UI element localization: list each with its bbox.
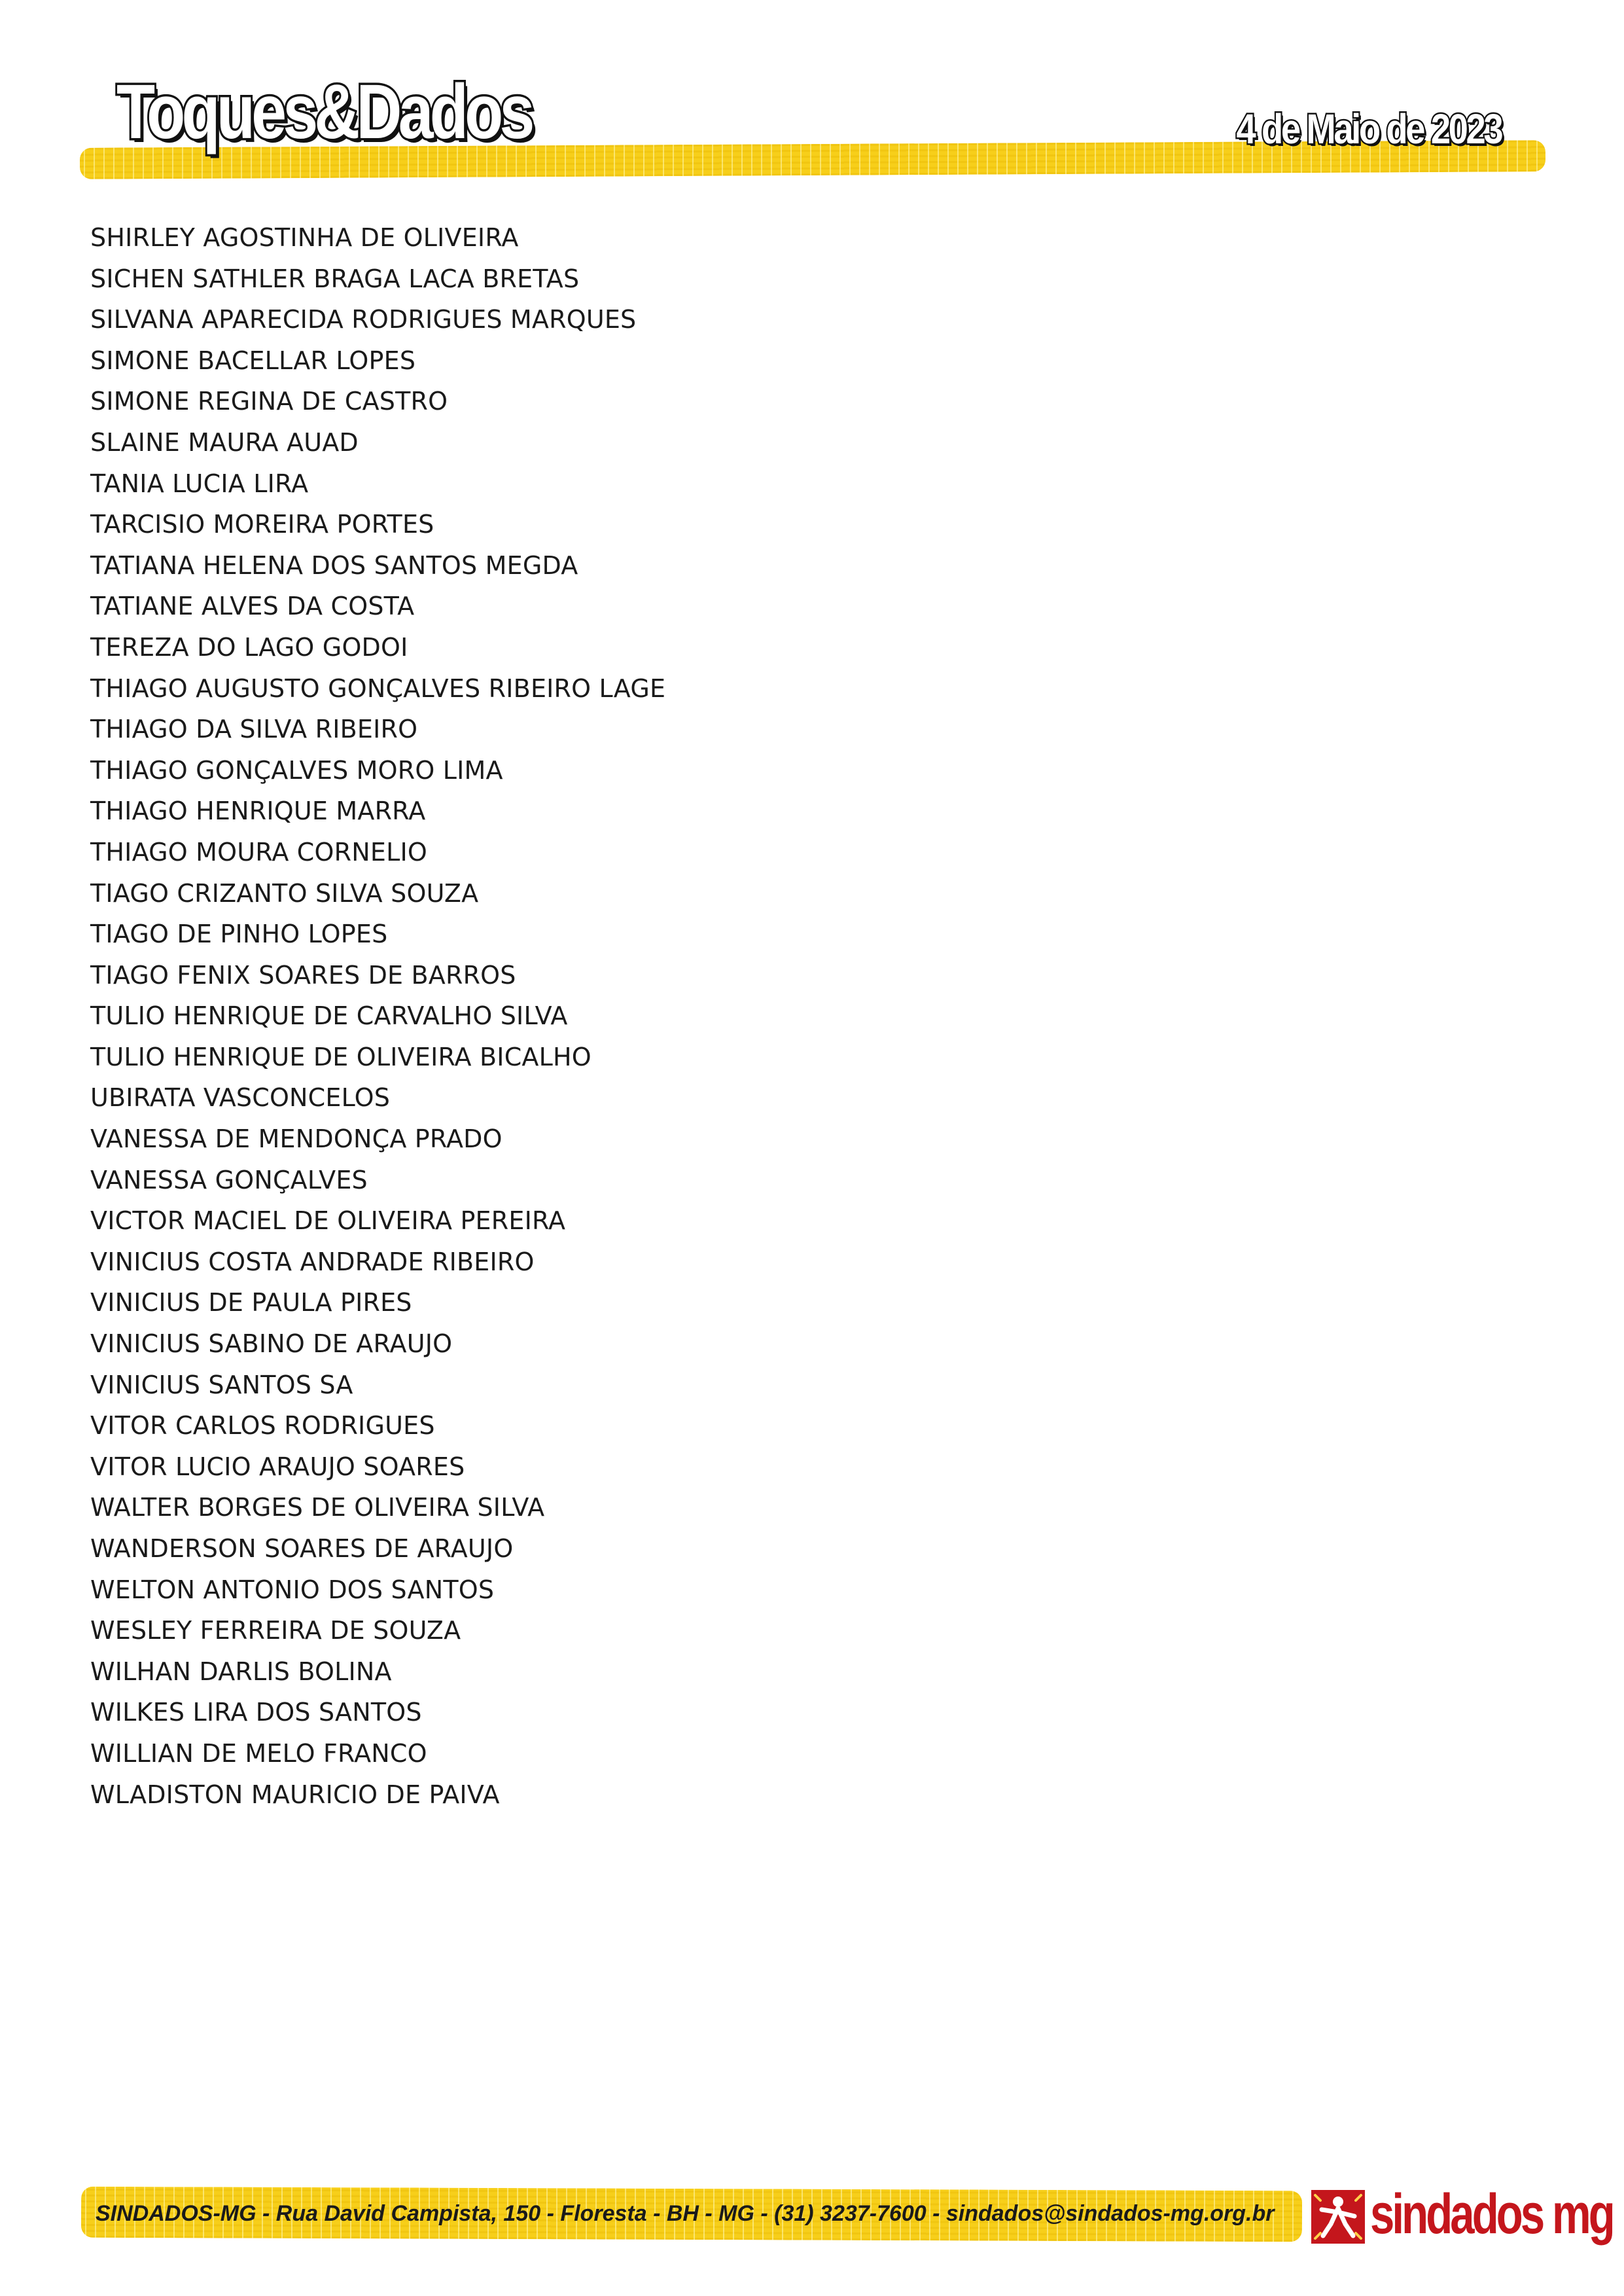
name-list-item: WALTER BORGES DE OLIVEIRA SILVA [90, 1493, 545, 1522]
name-list-item: THIAGO AUGUSTO GONÇALVES RIBEIRO LAGE [90, 673, 666, 703]
name-list-item: TIAGO FENIX SOARES DE BARROS [90, 960, 516, 990]
name-list-item: TULIO HENRIQUE DE CARVALHO SILVA [90, 1001, 568, 1031]
name-list-item: SLAINE MAURA AUAD [90, 427, 359, 457]
name-list-item: SILVANA APARECIDA RODRIGUES MARQUES [90, 305, 637, 334]
name-list-item: VINICIUS DE PAULA PIRES [90, 1288, 412, 1318]
name-list-item: WILKES LIRA DOS SANTOS [90, 1698, 422, 1727]
name-list-item: THIAGO GONÇALVES MORO LIMA [90, 755, 503, 785]
name-list-item: VINICIUS SANTOS SA [90, 1370, 353, 1399]
name-list-item: TIAGO DE PINHO LOPES [90, 920, 388, 949]
newsletter-title: Toques&Dados [116, 69, 531, 155]
name-list-item: THIAGO HENRIQUE MARRA [90, 797, 426, 826]
name-list-item: VINICIUS SABINO DE ARAUJO [90, 1329, 453, 1359]
name-list-item: VITOR CARLOS RODRIGUES [90, 1411, 435, 1441]
name-list-item: TATIANA HELENA DOS SANTOS MEGDA [90, 550, 578, 580]
logo-wordmark: sindados mg [1370, 2183, 1613, 2246]
name-list-item: TEREZA DO LAGO GODOI [90, 632, 408, 662]
name-list-item: UBIRATA VASCONCELOS [90, 1083, 391, 1113]
name-list-item: TIAGO CRIZANTO SILVA SOUZA [90, 878, 479, 908]
name-list-item: THIAGO DA SILVA RIBEIRO [90, 715, 418, 744]
name-list-item: WANDERSON SOARES DE ARAUJO [90, 1534, 514, 1563]
name-list-item: THIAGO MOURA CORNELIO [90, 837, 427, 867]
name-list-item: SICHEN SATHLER BRAGA LACA BRETAS [90, 264, 580, 293]
names-list [90, 217, 665, 1815]
sindados-figure-icon [1311, 2190, 1365, 2244]
name-list-item: VINICIUS COSTA ANDRADE RIBEIRO [90, 1247, 535, 1276]
name-list-item: VICTOR MACIEL DE OLIVEIRA PEREIRA [90, 1206, 566, 1236]
sindados-logo [1311, 2183, 1613, 2249]
issue-date: 4 de Maio de 2023 [1236, 105, 1501, 152]
name-list-item: WILLIAN DE MELO FRANCO [90, 1738, 427, 1768]
name-list-item: WESLEY FERREIRA DE SOUZA [90, 1616, 461, 1645]
name-list-item: WILHAN DARLIS BOLINA [90, 1657, 392, 1686]
name-list-item: TULIO HENRIQUE DE OLIVEIRA BICALHO [90, 1042, 591, 1071]
page-footer [0, 2173, 1624, 2251]
name-list-item: SHIRLEY AGOSTINHA DE OLIVEIRA [90, 223, 519, 252]
name-list-item: VITOR LUCIO ARAUJO SOARES [90, 1452, 465, 1481]
name-list-item: SIMONE REGINA DE CASTRO [90, 387, 448, 416]
name-list-item: VANESSA GONÇALVES [90, 1165, 368, 1194]
name-list-item: SIMONE BACELLAR LOPES [90, 346, 416, 375]
name-list-item: TANIA LUCIA LIRA [90, 469, 309, 498]
page-header [0, 0, 1624, 196]
name-list-item: VANESSA DE MENDONÇA PRADO [90, 1124, 503, 1154]
name-list-item: TARCISIO MOREIRA PORTES [90, 510, 434, 539]
footer-contact: SINDADOS-MG - Rua David Campista, 150 - Floresta - BH - MG - (31) 3237-7600 - sindados@sindados-mg.org.br [96, 2201, 1275, 2226]
name-list-item: TATIANE ALVES DA COSTA [90, 592, 415, 621]
name-list-item: WELTON ANTONIO DOS SANTOS [90, 1575, 495, 1604]
name-list-item: WLADISTON MAURICIO DE PAIVA [90, 1780, 500, 1809]
